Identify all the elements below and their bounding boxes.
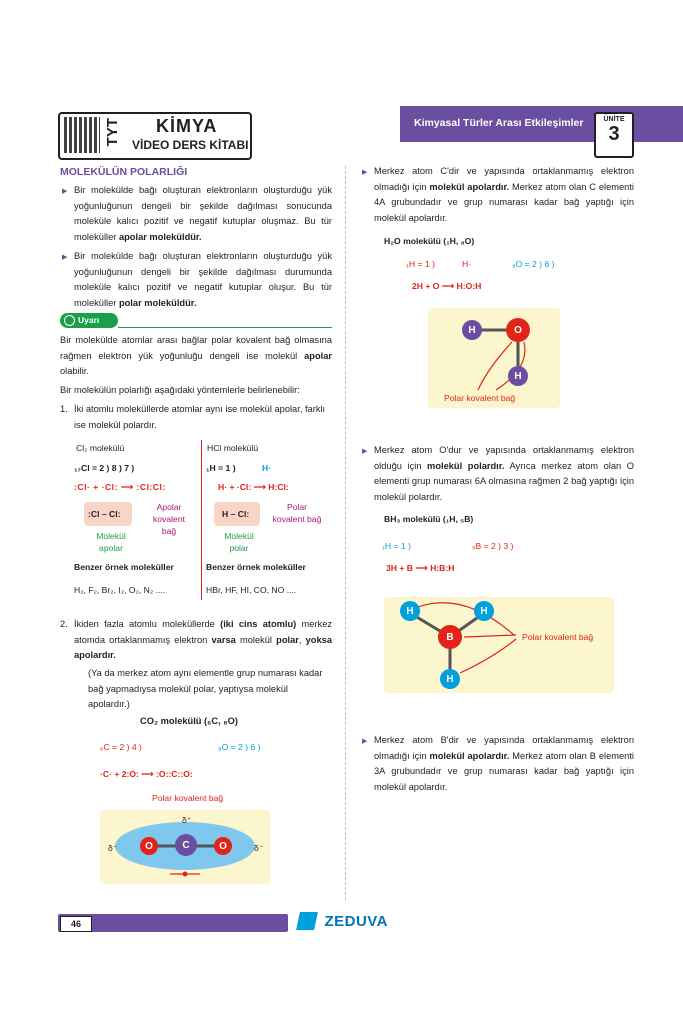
h2o-explanation: ▶ Merkez atom O'dur ve yapısında ortaklanmamış elektron olduğu için molekül polardır. Ayrıca merkez atom olan O elementi grup numarası 6A olmasına rağmen 2 bağ yaptığı için molekül polardır. [374,443,634,505]
co2-o-config: ₈O = 2 ) 6 ) [218,742,261,752]
logo-block [58,112,252,160]
h2o-arrow-1 [478,342,512,390]
hcl-examples-title: Benzer örnek moleküller [206,562,306,572]
co2-c-config: ₆C = 2 ) 4 ) [100,742,142,752]
brand-name: ZEDUVA [324,912,389,930]
item1-number: 1. [60,404,68,414]
unit-header [400,106,683,145]
unit-badge [594,112,634,158]
co2-reaction: ·C· + 2:O: ⟶ :O::C::O: [100,769,193,779]
cl2-examples: H₂, F₂, Br₂, I₂, O₂, N₂ .... [74,585,166,595]
logo-kimya: KİMYA [156,116,218,136]
hcl-examples: HBr, HF, HI, CO, NO .... [206,585,297,595]
logo-subtitle: VİDEO DERS KİTABI [132,138,249,152]
h2o-h-symbol: H· [462,259,472,269]
item1-text: İki atomlu moleküllerde atomlar aynı ise molekül apolar, farklı ise molekül polardır. [74,404,326,430]
hcl-reaction: H· + ·Cl: ⟶ H:Cl: [218,482,289,492]
qr-code-icon [64,117,100,153]
hcl-config: ₁H = 1 ) [206,463,236,473]
bh3-h-bottom-atom: H [440,669,460,689]
item2-text: İkiden fazla atomlu moleküllerde (iki cins atomlu) merkez atomda ortaklanmamış elektron varsa molekül polar, yoksa apolardır. [74,619,333,660]
warning-rule [118,327,332,328]
bh3-b-atom: B [438,625,462,649]
brand-logo [298,912,388,936]
bh3-explanation: ▶ Merkez atom B'dir ve yapısında ortaklanmamış elektron olmadığı için molekül apolardır. Merkez atom olan B elementi 3A grubundadır ve grup numarası kadar bağ yaptığı için molekül apolardır. [374,733,634,795]
logo-tyt: TYT [104,118,121,147]
bh3-polar-label: Polar kovalent bağ [522,632,594,642]
hcl-bond: H – Cl: [222,509,250,519]
h2o-o-atom: O [506,318,530,342]
hcl-molecule-label: Molekül polar [224,531,254,553]
page-number-box: 46 [60,916,92,932]
h2o-polar-label: Polar kovalent bağ [444,393,516,403]
co2-title: CO₂ molekülü (₆C, ₈O) [140,716,238,726]
warning-label: Uyarı [78,315,100,325]
methods-intro: Bir molekülün polarlığı aşağıdaki yöntemlerle belirlenebilir: [60,385,300,395]
bh3-h-config: ₁H = 1 ) [382,541,411,551]
co2-o-left-atom: O [140,837,158,855]
co2-delta-plus: δ⁺ [182,815,192,825]
bh3-reaction: 3H + B ⟶ H:B:H [386,563,455,573]
cl2-examples-title: Benzer örnek moleküller [74,562,174,572]
hcl-h-symbol: H· [262,463,272,473]
co2-delta-minus-left: δ⁻ [108,843,118,853]
brand-z-icon [296,912,318,930]
footer-bar [58,914,288,932]
bh3-arrow-2 [464,635,516,637]
co2-o-right-atom: O [214,837,232,855]
item2-number: 2. [60,619,68,629]
warning-tag [60,313,118,328]
unit-title: Kimyasal Türler Arası Etkileşimler [414,117,584,129]
h2o-h-config: ₁H = 1 ) [406,259,435,269]
h2o-reaction: 2H + O ⟶ H:O:H [412,281,482,291]
h2o-o-config: ₈O = 2 ) 6 ) [512,259,555,269]
cl2-reaction: :Cl· + ·Cl: ⟶ :Cl:Cl: [74,482,166,492]
section-title: MOLEKÜLÜN POLARLIĞI [60,166,188,178]
cl2-apolar-bond-label: Apolar kovalent bağ [152,502,185,536]
cl2-bond: :Cl – Cl: [88,509,121,519]
co2-delta-minus-right: δ⁻ [254,843,264,853]
h2o-h-bottom-atom: H [508,366,528,386]
bh3-arrow-1 [418,603,514,635]
co2-explanation: ▶ Merkez atom C'dir ve yapısında ortaklanmamış elektron olmadığı için molekül apolardır. Merkez atom olan C elementi 4A grubundadır ve grup numarası kadar bağ yaptığı için molekül apolardır. [374,164,634,226]
co2-diagram [100,810,270,884]
co2-dipole-dot [183,872,188,877]
h2o-diagram [428,308,560,408]
column-divider [345,166,346,900]
warning-icon [64,315,75,326]
bh3-title: BH₃ molekülü (₁H, ₅B) [384,514,474,524]
cl2-hcl-divider [201,440,202,600]
bh3-arrow-3 [460,639,516,673]
cl2-molecule-label: Molekül apolar [96,531,126,553]
warning-text: Bir molekülde atomlar arası bağlar polar kovalent bağ olmasına rağmen elektron yük yoğunluğu dengeli ise molekül apolar olabilir. [60,335,332,376]
bh3-h-left-atom: H [400,601,420,621]
unit-label: ÜNİTE [603,116,625,123]
co2-c-atom: C [175,834,197,856]
unit-number: 3 [608,123,620,145]
h2o-h-left-atom: H [462,320,482,340]
paragraph-apolar: ▶ Bir molekülde bağı oluşturan elektronların oluşturduğu yük yoğunluğunun dengeli bir şekilde dağılması sonucunda moleküle kalıcı pozitif ve negatif kutuplar oluşmaz. Bu tür moleküller apolar moleküldür. [74,183,332,245]
cl2-title: Cl₂ molekülü [76,443,125,453]
bh3-h-right-atom: H [474,601,494,621]
hcl-polar-bond-label: Polar kovalent bağ [272,502,322,524]
item2-note: (Ya da merkez atom aynı elementle grup numarası kadar bağ yapmadıysa molekül polar, yaptıysa molekül apolardır.) [88,668,323,709]
hcl-title: HCl molekülü [207,443,259,453]
co2-polar-label: Polar kovalent bağ [152,793,224,803]
cl2-config: ₁₇Cl = 2 ) 8 ) 7 ) [74,463,135,473]
bh3-diagram [384,597,614,693]
h2o-title: H₂O molekülü (₁H, ₈O) [384,236,475,246]
paragraph-polar: ▶ Bir molekülde bağı oluşturan elektronların oluşturduğu yük yoğunluğunun dengeli bir şekilde dağılması durumunda moleküle kalıcı pozitif ve negatif kutuplar oluşur. Bu tür moleküller polar moleküldür. [74,249,332,311]
bh3-b-config: ₅B = 2 ) 3 ) [472,541,514,551]
